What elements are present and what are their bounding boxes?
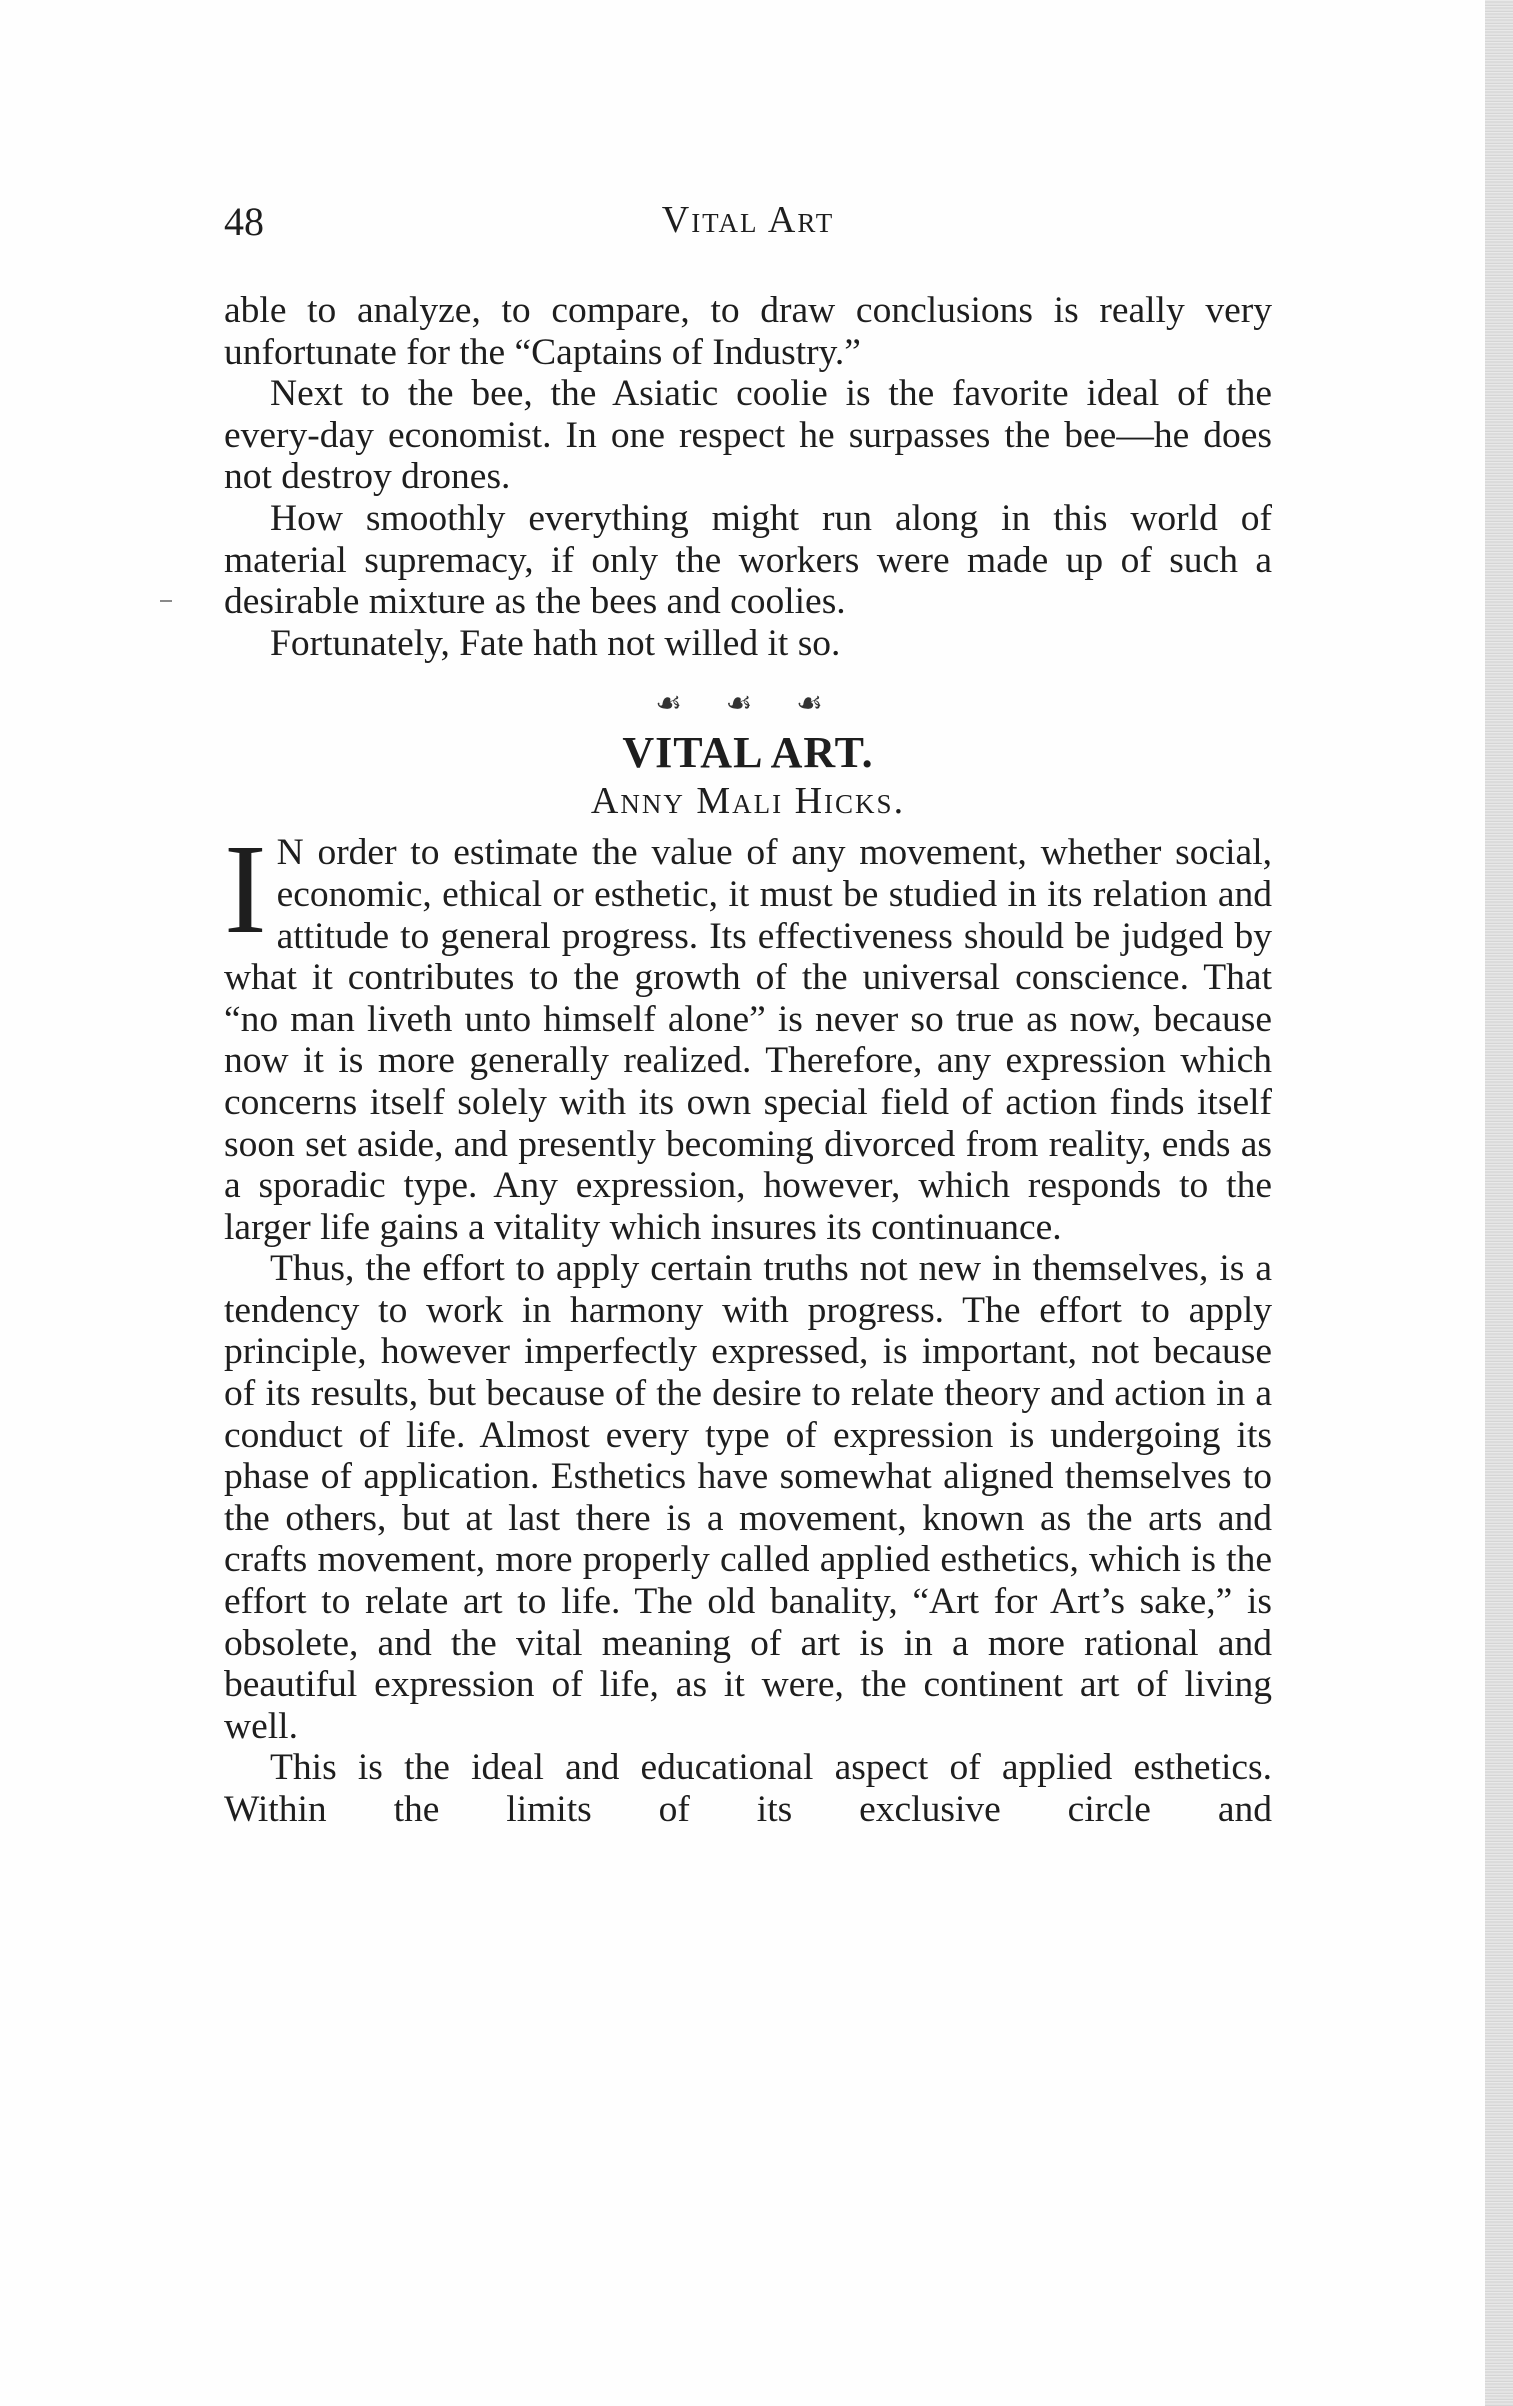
page-number: 48 [224, 199, 264, 244]
page-edge-shadow [1485, 0, 1513, 2406]
drop-cap: I [224, 818, 267, 961]
article-paragraph-1-text: N order to estimate the value of any movement, whether social, economic, ethical or esthetic, it must be studied in its relation and attitude to general progress. Its effectiveness should be judged by what it contributes to the growth of the universal conscience. That “no man liveth unto himself alone” is never so true as now, because now it is more generally realized. Therefore, any expression which concerns itself solely with its own special field of action finds itself soon set aside, and presently becoming divorced from reality, ends as a sporadic type. Any expression, however, which responds to the larger life gains a vitality which insures its continuance. [224, 832, 1272, 1248]
paragraph-intro-2: Next to the bee, the Asiatic coolie is the favorite ideal of the every-day economist. In one respect he surpasses the bee—he does not destroy drones. [224, 373, 1272, 498]
article-paragraph-3: This is the ideal and educational aspect of applied esthetics. Within the limits of its exclusive circle and [224, 1747, 1272, 1830]
paragraph-intro-3: How smoothly everything might run along in this world of material supremacy, if only the workers were made up of such a desirable mixture as the bees and coolies. [224, 497, 1272, 623]
article-paragraph-1 [224, 818, 1272, 1248]
running-head [224, 198, 1272, 258]
article-author: Anny Mali Hicks. [590, 780, 906, 823]
margin-mark [160, 600, 172, 602]
article-title: VITAL ART. [622, 728, 874, 778]
article-paragraph-2: Thus, the effort to apply certain truths not new in themselves, is a tendency to work in harmony with progress. The effort to apply principle, however imperfectly expressed, is important, not because of its results, but because of the desire to relate theory and action in a conduct of life. Almost every type of expression is undergoing its phase of application. Esthetics have somewhat aligned themselves to the others, but at last there is a movement, known as the arts and crafts movement, more properly called applied esthetics, which is the effort to relate art to life. The old banality, “Art for Art’s sake,” is obsolete, and the vital meaning of art is in a more rational and beautiful expression of life, as it were, the continent art of living well. [224, 1248, 1272, 1747]
running-title: Vital Art [661, 199, 835, 241]
paragraph-intro-1: able to analyze, to compare, to draw conclusions is really very unfortunate for the “Captains of Industry.” [224, 290, 1272, 373]
section-ornament-icon: ☙ ☙ ☙ [655, 687, 841, 721]
paragraph-intro-4: Fortunately, Fate hath not willed it so. [270, 622, 841, 664]
body-text [224, 290, 1272, 1831]
